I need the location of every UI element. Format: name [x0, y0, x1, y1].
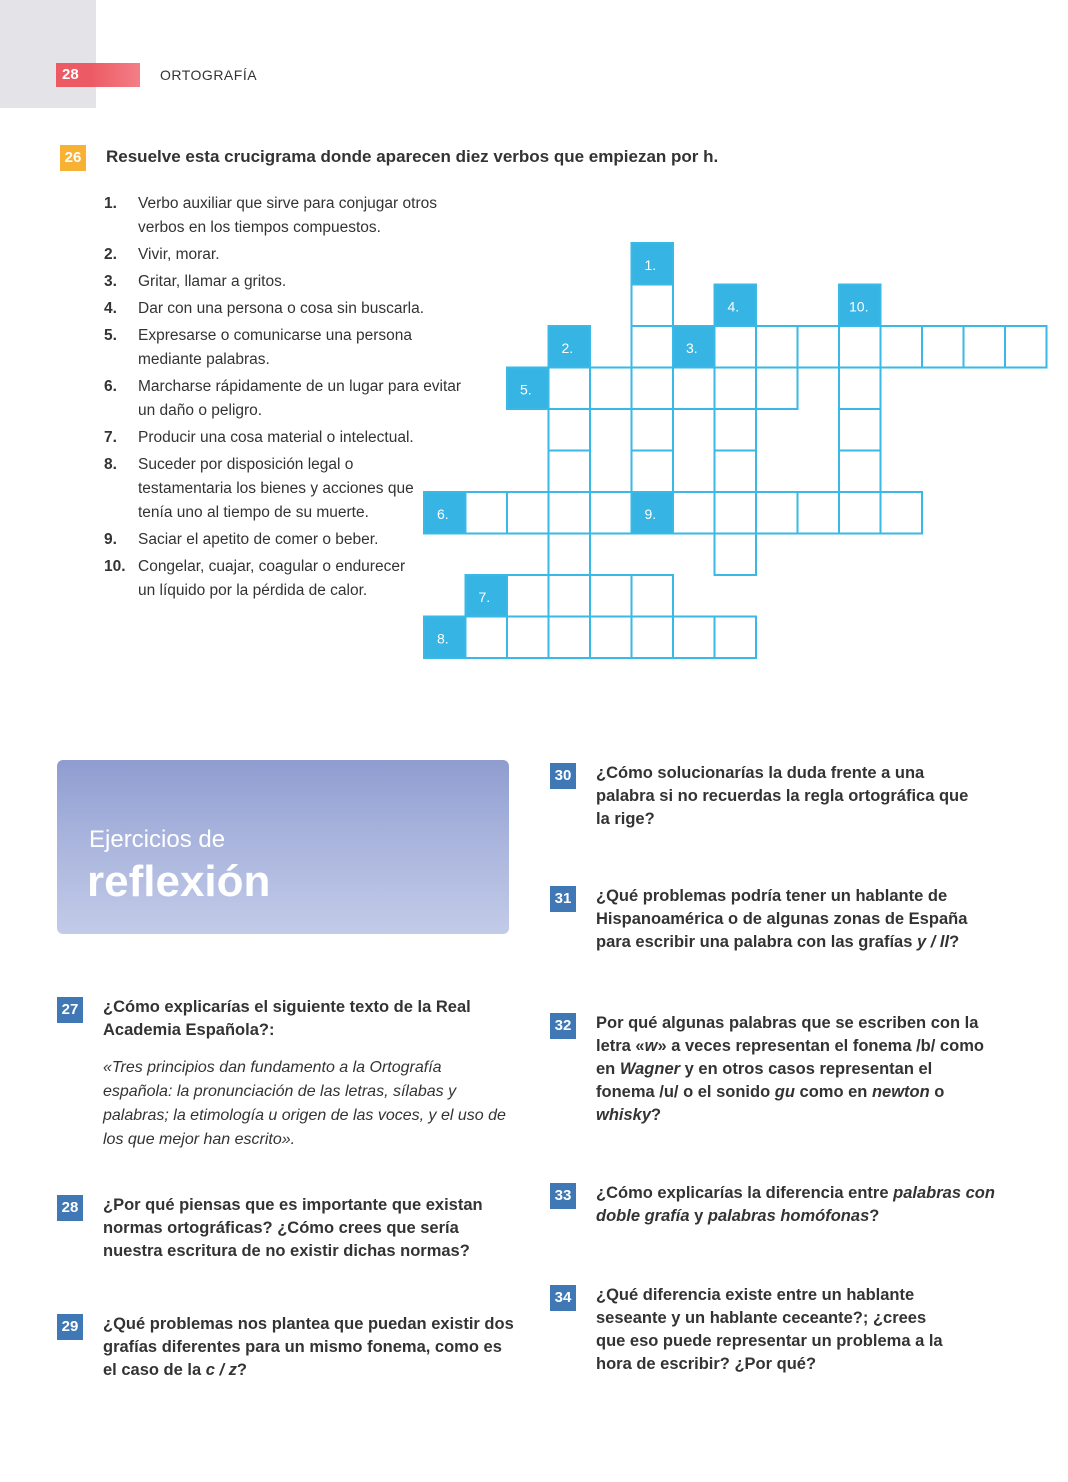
crossword-cell	[549, 409, 591, 451]
crossword-number-label: 10.	[849, 298, 869, 315]
crossword-cell	[922, 326, 964, 368]
question-text: ¿Por qué piensas que es importante que existan normas ortográficas? ¿Cómo crees que sería nuestra escritura de no existir dichas normas?	[103, 1196, 483, 1260]
question-number-badge: 30	[550, 763, 576, 789]
crossword-cell	[673, 492, 715, 534]
crossword-cell	[756, 368, 798, 410]
crossword-cell	[632, 409, 674, 451]
question-29	[57, 1313, 517, 1382]
crossword-cell	[549, 534, 591, 576]
question-text: ¿Qué problemas podría tener un hablante de Hispanoamérica o de algunas zonas de España para escribir una palabra con las grafías y / ll?	[596, 887, 968, 951]
crossword-number-label: 7.	[478, 589, 491, 605]
clue-item: 8. Suceder por disposición legal o testamentaria los bienes y acciones que tenía uno al tiempo de su muerte.	[104, 456, 414, 521]
question-31	[550, 885, 1000, 954]
quote-text: «Tres principios dan fundamento a la Ortografía española: la pronunciación de las letras, sílabas y palabras; la etimología u origen de las voces, y el uso de los que mejor han escrito».	[103, 1059, 506, 1148]
crossword-cell	[549, 492, 591, 534]
question-number-badge: 27	[57, 997, 83, 1023]
question-text: ¿Cómo explicarías el siguiente texto de la Real Academia Española?:	[103, 998, 471, 1039]
clue-item: 7. Producir una cosa material o intelectual.	[104, 429, 414, 446]
crossword-cell	[839, 409, 881, 451]
question-number-badge: 29	[57, 1314, 83, 1340]
crossword-cell	[798, 492, 840, 534]
question-33	[550, 1182, 1000, 1228]
question-text: ¿Cómo explicarías la diferencia entre palabras con doble grafía y palabras homófonas?	[596, 1184, 995, 1225]
page-number: 28	[56, 63, 140, 87]
clue-item: 10. Congelar, cuajar, coagular o endurecer un líquido por la pérdida de calor.	[104, 558, 406, 599]
crossword-cell	[549, 617, 591, 659]
crossword-cell	[839, 451, 881, 493]
crossword-cell	[798, 326, 840, 368]
question-text: ¿Qué diferencia existe entre un hablante seseante y un hablante ceceante?; ¿crees que eso puede representar un problema a la hora de escribir? ¿Por qué?	[596, 1286, 943, 1373]
crossword-number-label: 1.	[644, 257, 657, 273]
question-text: Por qué algunas palabras que se escriben con la letra «w» a veces representan el fonema /b/ como en Wagner y en otros casos representan el fonema /u/ o el sonido gu como en newton o whisky?	[596, 1014, 984, 1124]
clue-item: 6. Marcharse rápidamente de un lugar para evitar un daño o peligro.	[104, 378, 462, 419]
crossword-grid	[0, 0, 1068, 720]
crossword-cell	[632, 575, 674, 617]
crossword-number-label: 2.	[561, 340, 574, 356]
question-number-badge: 31	[550, 886, 576, 912]
crossword-cell	[881, 492, 923, 534]
crossword-cell	[756, 326, 798, 368]
clue-item: 3. Gritar, llamar a gritos.	[104, 273, 287, 290]
question-number-badge: 34	[550, 1285, 576, 1311]
crossword-cell	[632, 617, 674, 659]
crossword-cell	[839, 492, 881, 534]
question-number-badge: 33	[550, 1183, 576, 1209]
clue-item: 2. Vivir, morar.	[104, 246, 220, 263]
crossword-cell	[715, 368, 757, 410]
clue-item: 5. Expresarse o comunicarse una persona mediante palabras.	[104, 327, 412, 368]
question-30	[550, 762, 970, 831]
crossword-cell	[715, 534, 757, 576]
question-28	[57, 1194, 517, 1263]
crossword-cell	[549, 451, 591, 493]
crossword-cell	[715, 492, 757, 534]
crossword-cell	[673, 617, 715, 659]
exercise-instruction: Resuelve esta crucigrama donde aparecen diez verbos que empiezan por h.	[106, 147, 719, 166]
crossword-cell	[632, 326, 674, 368]
question-32	[550, 1012, 995, 1127]
crossword-cell	[632, 285, 674, 327]
crossword-cell	[549, 368, 591, 410]
crossword-cell	[715, 326, 757, 368]
question-text: ¿Qué problemas nos plantea que puedan existir dos grafías diferentes para un mismo fonema, como es el caso de la c / z?	[103, 1315, 514, 1379]
banner-subtitle: Ejercicios de	[89, 826, 226, 853]
reflection-banner	[57, 760, 509, 934]
crossword-cell	[715, 451, 757, 493]
clue-item: 1. Verbo auxiliar que sirve para conjugar otros verbos en los tiempos compuestos.	[104, 195, 437, 236]
crossword-cell	[549, 575, 591, 617]
crossword-cell	[590, 368, 632, 410]
crossword-cell	[715, 409, 757, 451]
crossword-cell	[1005, 326, 1047, 368]
crossword-cell	[964, 326, 1006, 368]
crossword-number-label: 5.	[520, 381, 532, 398]
crossword-cell	[466, 492, 508, 534]
question-number-badge: 32	[550, 1013, 576, 1039]
crossword-cell	[673, 368, 715, 410]
crossword-cell	[466, 617, 508, 659]
crossword-cell	[715, 617, 757, 659]
crossword-cell	[507, 492, 549, 534]
clue-item: 9. Saciar el apetito de comer o beber.	[104, 531, 379, 548]
crossword-cell	[590, 492, 632, 534]
crossword-cell	[507, 575, 549, 617]
crossword-number-label: 9.	[644, 506, 657, 522]
question-number-badge: 28	[57, 1195, 83, 1221]
exercise-number-badge: 26	[60, 145, 86, 171]
question-text: ¿Cómo solucionarías la duda frente a una palabra si no recuerdas la regla ortográfica que la rige?	[596, 764, 969, 828]
banner-title: reflexión	[87, 857, 271, 906]
crossword-number-label: 3.	[686, 340, 698, 356]
crossword-cell	[839, 368, 881, 410]
crossword-number-label: 6.	[437, 506, 449, 522]
question-27	[57, 996, 507, 1152]
crossword-cell	[839, 326, 881, 368]
crossword-cell	[590, 575, 632, 617]
crossword-cell	[507, 617, 549, 659]
crossword-cell	[590, 617, 632, 659]
clue-item: 4. Dar con una persona o cosa sin buscarla.	[104, 300, 425, 317]
crossword-number-label: 8.	[437, 630, 449, 647]
crossword-cell	[632, 451, 674, 493]
crossword-cell	[756, 492, 798, 534]
crossword-cell	[881, 326, 923, 368]
crossword-number-label: 4.	[727, 298, 740, 315]
crossword-cell	[632, 368, 674, 410]
section-title: ORTOGRAFÍA	[160, 67, 258, 83]
question-34	[550, 1284, 950, 1376]
